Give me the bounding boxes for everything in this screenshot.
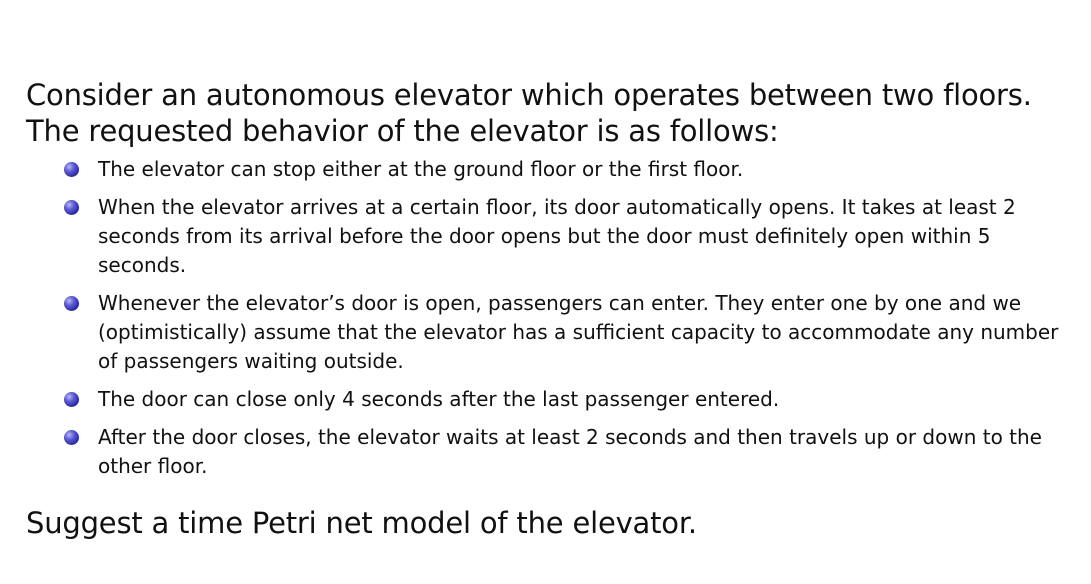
list-item [98,423,1066,481]
list-item-text: The elevator can stop either at the ground floor or the first floor. [98,157,744,181]
slide-content [26,77,1066,541]
bullet-icon [64,430,79,445]
list-item-text: After the door closes, the elevator waits at least 2 seconds and then travels up or down to the other floor. [98,425,1042,478]
requirements-list [26,155,1066,481]
bullet-icon [64,296,79,311]
intro-line-1: Consider an autonomous elevator which operates between two floors. [26,78,1032,112]
intro-paragraph [26,77,1066,149]
list-item-text: When the elevator arrives at a certain floor, its door automatically opens. It takes at least 2 seconds from its arrival before the door opens but the door must definitely open within 5 seconds. [98,195,1016,277]
list-item [98,155,1066,184]
intro-line-2: The requested behavior of the elevator is as follows: [26,114,779,148]
task-prompt: Suggest a time Petri net model of the elevator. [26,506,697,540]
bullet-icon [64,162,79,177]
list-item [98,385,1066,414]
list-item [98,193,1066,280]
list-item-text: The door can close only 4 seconds after the last passenger entered. [98,387,780,411]
bullet-icon [64,392,79,407]
list-item [98,289,1066,376]
list-item-text: Whenever the elevator’s door is open, passengers can enter. They enter one by one and we (optimistically) assume that the elevator has a sufficient capacity to accommodate any number of passengers waiting outside. [98,291,1059,373]
bullet-icon [64,200,79,215]
